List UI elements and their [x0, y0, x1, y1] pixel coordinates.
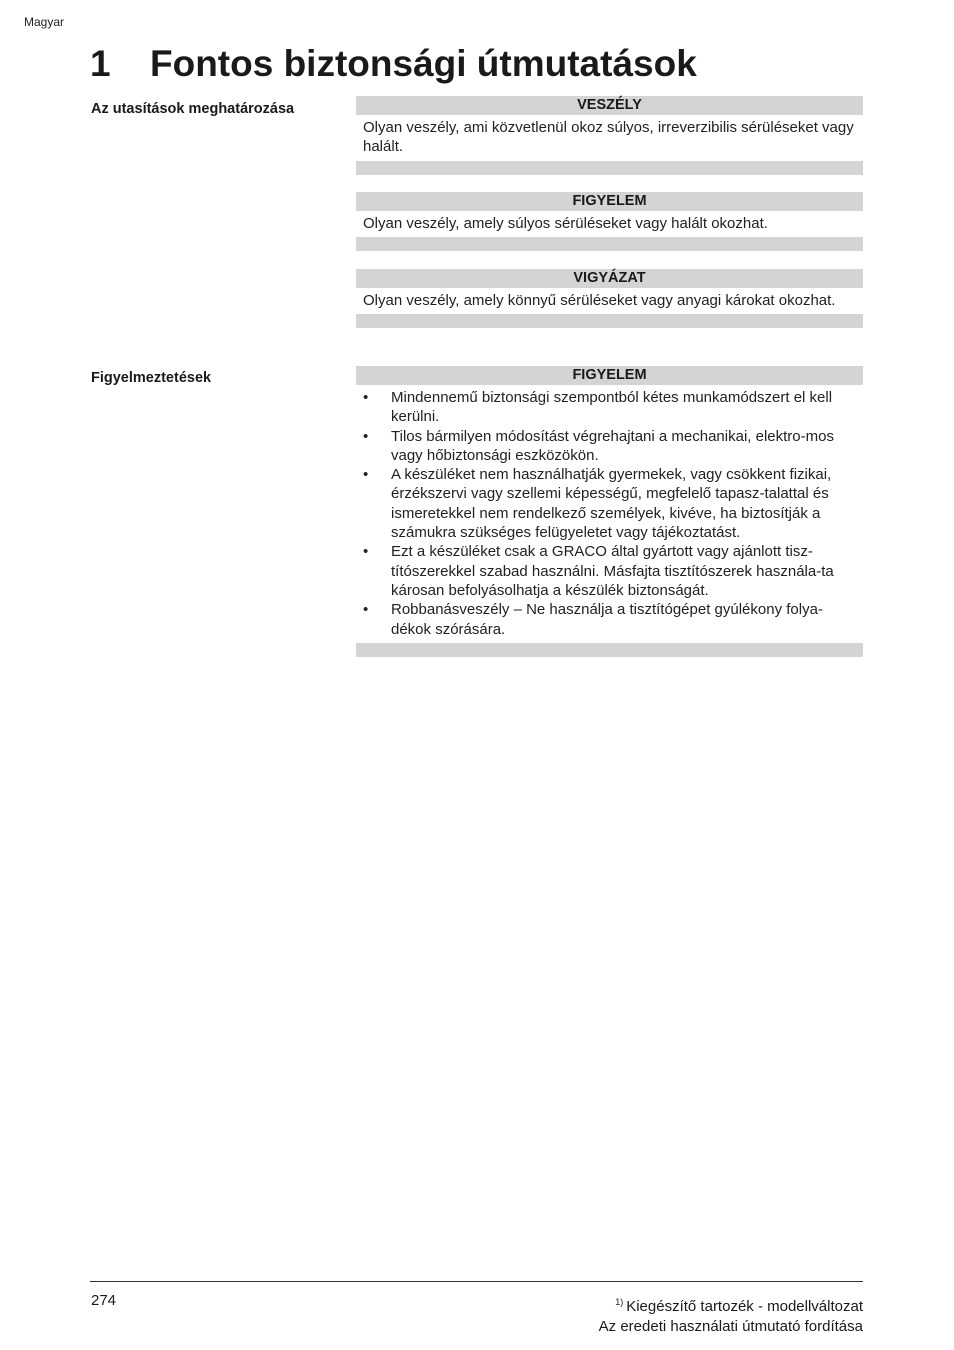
danger-heading: VESZÉLY	[356, 96, 863, 115]
footnote-text: Kiegészítő tartozék - modellváltozat	[626, 1298, 863, 1315]
list-item-text: Mindennemű biztonsági szempontból kétes munkamódszert el kell kerülni.	[391, 389, 833, 426]
list-item	[363, 388, 855, 427]
danger-box	[356, 96, 863, 175]
list-item	[363, 600, 855, 639]
bullet: •	[363, 427, 369, 445]
warning-definition-box	[356, 192, 863, 251]
warning-heading: FIGYELEM	[356, 192, 863, 211]
bullet: •	[363, 466, 369, 484]
caution-text: Olyan veszély, amely könnyű sérüléseket vagy anyagi károkat okozhat.	[363, 292, 836, 309]
chapter-title: Fontos biztonsági útmutatások	[150, 43, 697, 84]
list-item	[363, 465, 855, 542]
footnote-mark: 1)	[615, 1297, 624, 1307]
page-title	[90, 40, 697, 88]
translation-note: Az eredeti használati útmutató fordítása	[598, 1318, 863, 1335]
section-label-warnings: Figyelmeztetések	[91, 370, 212, 386]
warnings-heading: FIGYELEM	[356, 366, 863, 385]
list-item-text: A készüléket nem használhatják gyermekek, vagy csökkent fizikai, érzékszervi vagy szellemi képességű, megfelelő tapasz-talattal és ismeretekkel nem rendelkező személyek, kivéve, ha biztosítják a számukra szükséges felügyeletet vagy tájékoztatást.	[391, 466, 832, 542]
warnings-list-container	[356, 385, 863, 643]
bullet: •	[363, 601, 369, 619]
footnote	[599, 1292, 863, 1317]
caution-heading: VIGYÁZAT	[356, 269, 863, 288]
bullet: •	[363, 389, 369, 406]
chapter-number: 1	[90, 43, 111, 84]
caution-box	[356, 269, 863, 328]
list-item-text: Tilos bármilyen módosítást végrehajtani a mechanikai, elektro-mos vagy hőbiztonsági eszközökön.	[391, 427, 834, 464]
footer-notes	[599, 1292, 863, 1337]
danger-text: Olyan veszély, ami közvetlenül okoz súlyos, irreverzibilis sérüléseket vagy halált.	[363, 119, 854, 156]
language-label: Magyar	[24, 15, 65, 29]
bullet: •	[363, 543, 369, 561]
warnings-box	[356, 366, 863, 657]
list-item	[363, 542, 855, 600]
box-footer-bar	[356, 643, 863, 657]
warnings-list	[363, 388, 855, 639]
section-label-definitions: Az utasítások meghatározása	[91, 101, 295, 117]
warning-text: Olyan veszély, amely súlyos sérüléseket vagy halált okozhat.	[363, 215, 768, 232]
footer-divider	[90, 1281, 863, 1282]
list-item-text: Robbanásveszély – Ne használja a tisztítógépet gyúlékony folya-dékok szórására.	[391, 601, 823, 638]
box-footer-bar	[356, 314, 863, 328]
page-number: 274	[91, 1292, 117, 1309]
list-item-text: Ezt a készüléket csak a GRACO által gyártott vagy ajánlott tisz-títószerekkel szabad használni. Másfajta tisztítószerek használa-ta károsan befolyásolhatja a készülék biztonságát.	[391, 543, 834, 599]
list-item	[363, 427, 855, 466]
box-footer-bar	[356, 237, 863, 251]
box-footer-bar	[356, 161, 863, 175]
